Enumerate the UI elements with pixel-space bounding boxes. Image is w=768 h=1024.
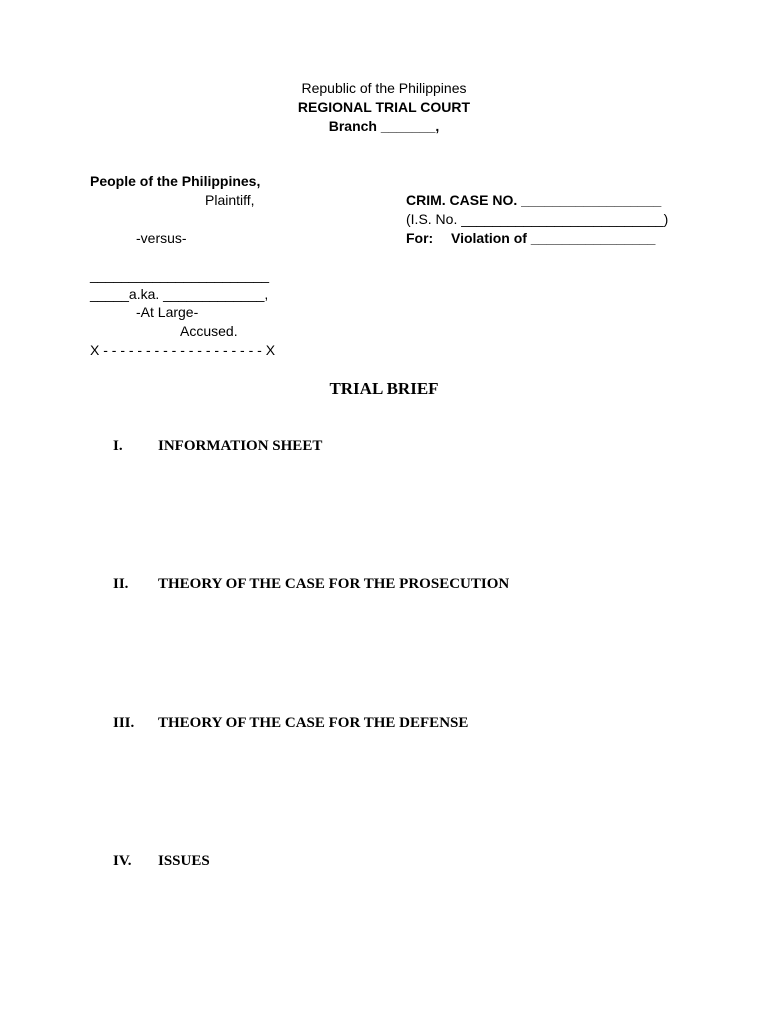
caption-separator: X - - - - - - - - - - - - - - - - - - - X xyxy=(90,342,276,358)
branch-heading: Branch _______, xyxy=(328,118,440,134)
accused-label: Accused. xyxy=(180,323,238,339)
document-title: TRIAL BRIEF xyxy=(329,379,439,398)
section-number-1: I. xyxy=(113,438,123,454)
for-label: For: xyxy=(406,230,434,246)
at-large-label: -At Large- xyxy=(136,304,199,320)
crim-case-number: CRIM. CASE NO. __________________ xyxy=(406,192,662,208)
plaintiff-name: People of the Philippines, xyxy=(90,173,261,189)
plaintiff-label: Plaintiff, xyxy=(205,192,255,208)
violation-line: Violation of ________________ xyxy=(451,230,656,246)
accused-name-line: _______________________ xyxy=(90,267,270,283)
is-number: (I.S. No. __________________________) xyxy=(406,211,669,227)
aka-line: _____a.ka. _____________, xyxy=(90,286,269,302)
section-number-3: III. xyxy=(113,715,135,731)
section-heading-prosecution-theory: THEORY OF THE CASE FOR THE PROSECUTION xyxy=(158,576,510,592)
section-number-4: IV. xyxy=(113,853,132,869)
republic-heading: Republic of the Philippines xyxy=(301,80,467,96)
versus-label: -versus- xyxy=(136,230,187,246)
section-heading-issues: ISSUES xyxy=(158,853,210,869)
section-heading-defense-theory: THEORY OF THE CASE FOR THE DEFENSE xyxy=(158,715,469,731)
court-heading: REGIONAL TRIAL COURT xyxy=(297,99,471,115)
section-number-2: II. xyxy=(113,576,129,592)
section-heading-information-sheet: INFORMATION SHEET xyxy=(158,438,323,454)
